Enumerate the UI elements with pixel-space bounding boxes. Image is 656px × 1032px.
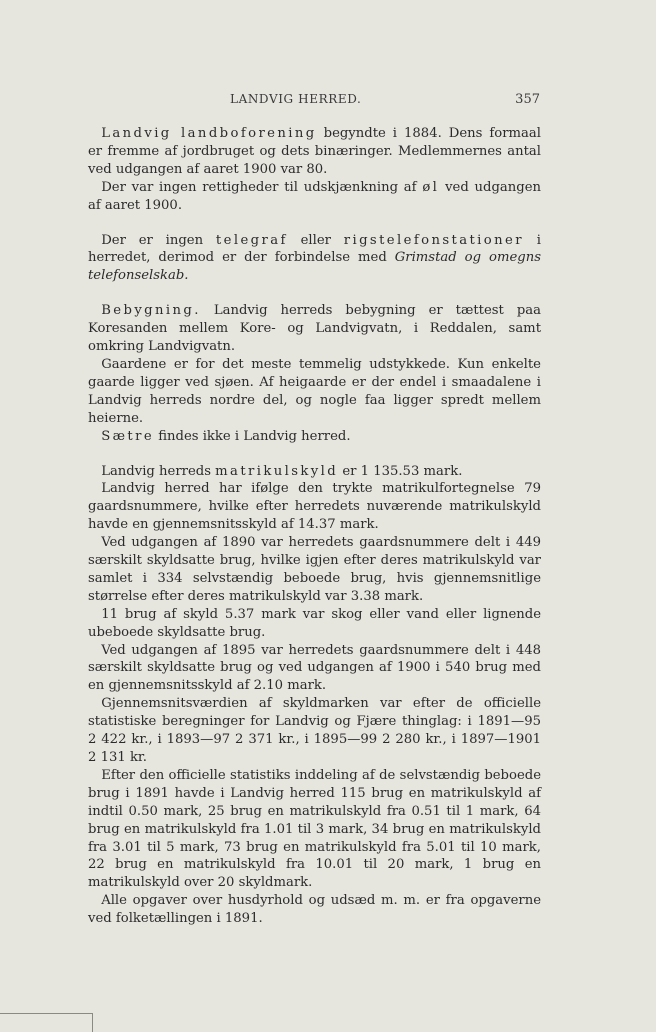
paragraph-gap	[88, 446, 541, 463]
paragraph-text: er 1 135.53 mark.	[338, 463, 463, 479]
spaced-term: matrikulskyld	[215, 463, 339, 479]
paragraph-text: Ved udgangen af 1890 var herredets gaardsnummere delt i 449 særskilt skyldsatte brug, hvilke igjen efter deres matrikulskyld var samlet i 334 selvstændig beboede brug, hvis gjennemsnitlige størrelse efter deres matrikulskyld var 3.38 mark.	[88, 535, 541, 604]
paragraph-text: ved udgangen af aaret 1900.	[88, 179, 542, 213]
paragraph-text: Der er ingen	[101, 232, 216, 248]
paragraph-1890	[88, 534, 541, 606]
page-number: 357	[515, 92, 540, 107]
paragraph-gaardsnummere	[88, 480, 541, 534]
paragraph-saetre	[88, 428, 541, 446]
paragraph-gaardene	[88, 356, 541, 428]
paragraph-husdyrhold	[88, 892, 541, 928]
paragraph-text: i herredet, derimod er der forbindelse med	[88, 232, 541, 266]
paragraph-text: Efter den officielle statistiks inddeling af de selvstændig beboede brug i 1891 havde i Landvig herred 115 brug en matrikulskyld af indtil 0.50 mark, 25 brug en matrikulskyld fra 0.51 til 1 mark, 64 brug en matrikulskyld fra 1.01 til 3 mark, 34 brug en matrikulskyld fra 3.01 til 5 mark, 73 brug en matrikulskyld fra 5.01 til 10 mark, 22 brug en matrikulskyld fra 10.01 til 20 mark, 1 brug en matrikulskyld over 20 skyldmark.	[88, 767, 541, 891]
paragraph-text: Landvig herred har ifølge den trykte matrikulfortegnelse 79 gaardsnummere, hvilke efter herredets nuværende matrikulskyld havde en gjennemsnitsskyld af 14.37 mark.	[88, 481, 541, 533]
paragraph-matrikulskyld	[88, 463, 541, 481]
running-title: LANDVIG HERRED.	[230, 92, 362, 106]
paragraph-gap	[88, 215, 541, 232]
paragraph-text: Landvig herreds	[101, 463, 216, 479]
spaced-term: telegraf	[215, 232, 288, 248]
running-header	[88, 92, 540, 112]
paragraph-gjennemsnitsvaerdi	[88, 695, 541, 767]
paragraph-text: Ved udgangen af 1895 var herredets gaardsnummere delt i 448 særskilt skyldsatte brug og ved udgangen af 1900 i 540 brug med en gjennemsnitsskyld af 2.10 mark.	[88, 642, 541, 694]
paragraph-skjaenkning	[88, 179, 541, 215]
paragraph-text: Alle opgaver over husdyrhold og udsæd m. m. er fra opgaverne ved folketællingen i 1891.	[88, 893, 541, 927]
paragraph-text: findes ikke i Landvig herred.	[154, 428, 351, 444]
paragraph-text: Der var ingen rettigheder til udskjænkning af	[101, 179, 423, 195]
italic-term: Grimstad og omegns telefonselskab.	[88, 250, 541, 284]
scan-corner-mark	[0, 1013, 93, 1032]
paragraph-telegraf	[88, 232, 541, 286]
paragraph-skog	[88, 606, 541, 642]
spaced-term: Sætre	[101, 428, 155, 444]
paragraph-gap	[88, 285, 541, 302]
spaced-term: rigstelefonstationer	[343, 232, 524, 248]
paragraph-text: Landvig herreds bebygning er tættest paa Koresanden mellem Kore- og Landvigvatn, i Reddalen, samt omkring Landvigvatn.	[88, 303, 541, 355]
paragraph-landboforening	[88, 125, 541, 179]
paragraph-text: eller	[287, 232, 344, 248]
page-body	[88, 125, 541, 928]
paragraph-text: Gjennemsnitsværdien af skyldmarken var efter de officielle statistiske beregninger for Landvig og Fjære thinglag: i 1891—95 2 422 kr., i 1893—97 2 371 kr., i 1895—99 2 280 kr., i 1897—1901 2 131 kr.	[88, 696, 541, 765]
spaced-term: Bebygning.	[101, 303, 201, 319]
paragraph-1895	[88, 642, 541, 696]
paragraph-text: 11 brug af skyld 5.37 mark var skog eller vand eller lignende ubeboede skyldsatte brug.	[88, 606, 541, 640]
paragraph-bebygning	[88, 302, 541, 356]
spaced-term: øl	[422, 179, 440, 195]
paragraph-text: begyndte i 1884. Dens formaal er fremme af jordbruget og dets binæringer. Medlemmernes antal ved udgangen af aaret 1900 var 80.	[88, 126, 541, 177]
spaced-term: Landvig landboforening	[101, 126, 317, 141]
paragraph-text: Gaardene er for det meste temmelig udstykkede. Kun enkelte gaarde ligger ved sjøen. Af heigaarde er der endel i smaadalene i Landvig herreds nordre del, og nogle faa ligger spredt mellem heierne.	[88, 356, 541, 426]
paragraph-inddeling	[88, 767, 541, 892]
